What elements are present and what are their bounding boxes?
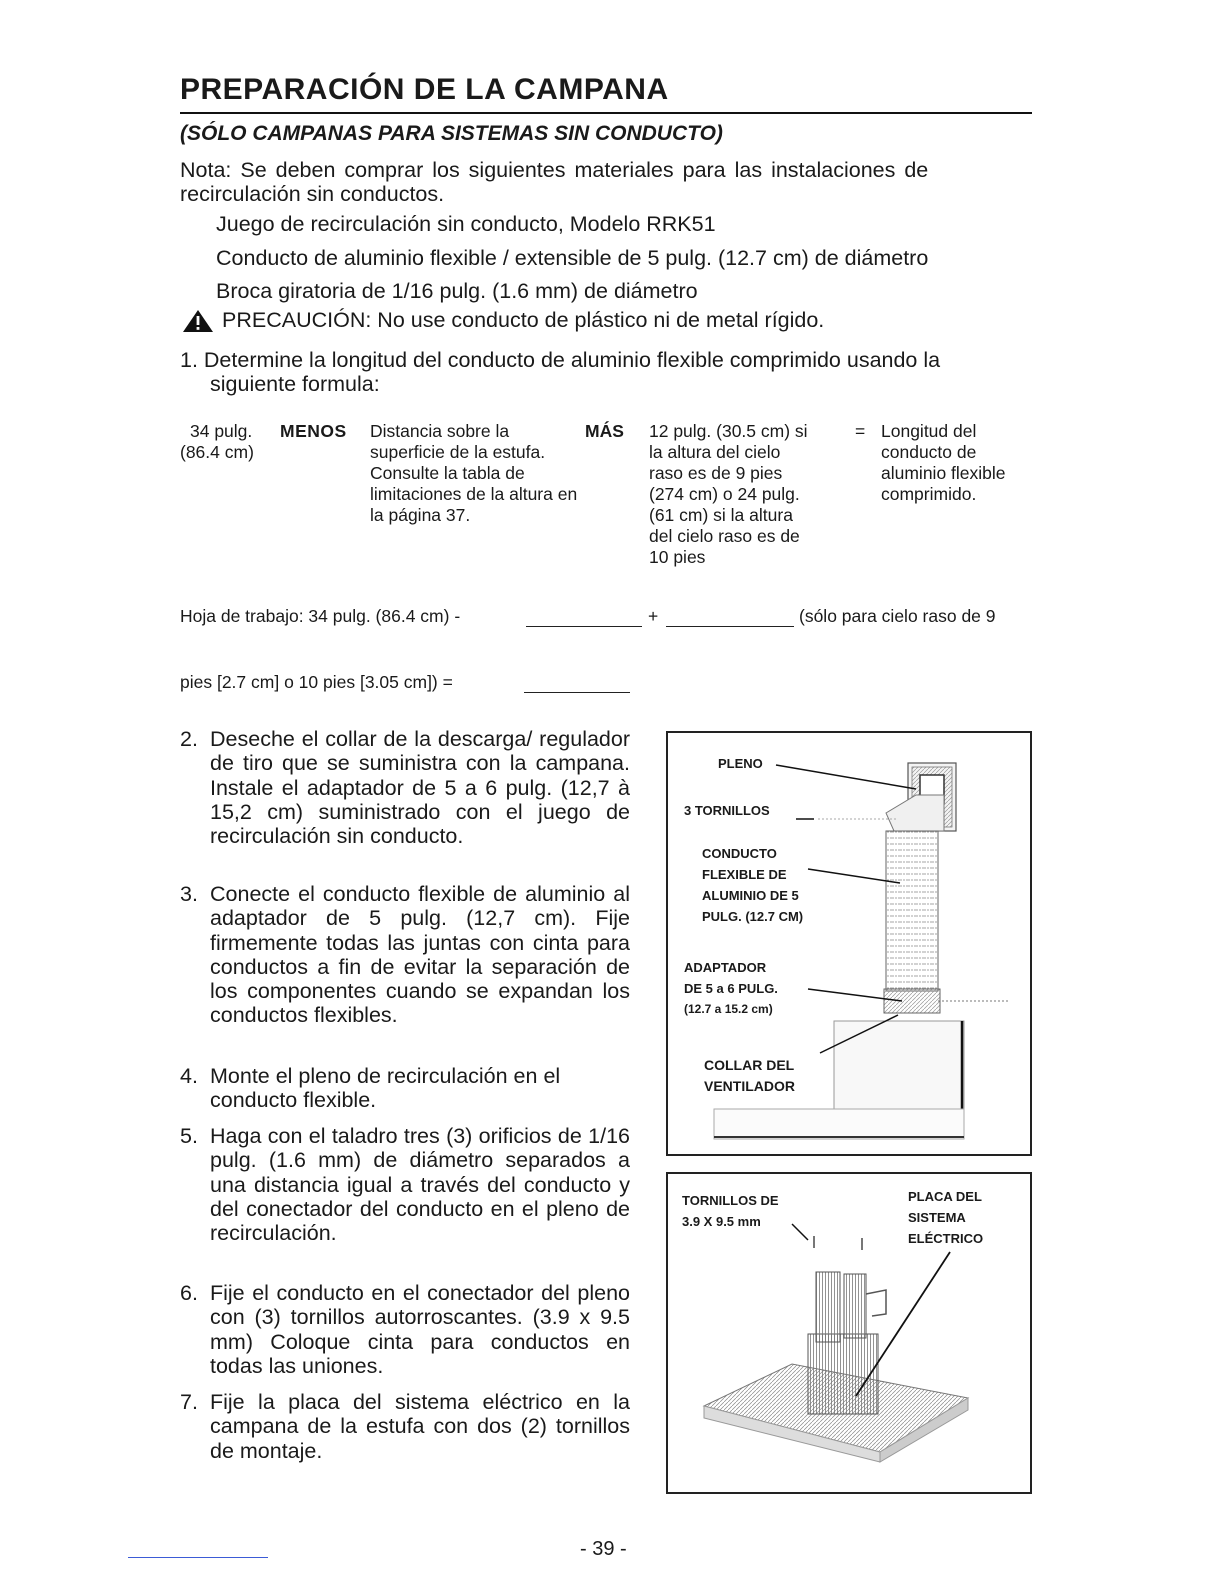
worksheet-plus: + [648, 606, 659, 626]
formula-base [180, 421, 254, 463]
formula-menos: MENOS [280, 421, 347, 441]
footer-divider [128, 1557, 268, 1558]
formula-line: la altura del cielo [649, 442, 781, 462]
step-1 [180, 348, 1032, 396]
formula-line: raso es de 9 pies [649, 463, 783, 483]
worksheet-prefix: Hoja de trabajo: 34 pulg. (86.4 cm) - [180, 606, 461, 626]
label-line: COLLAR DEL [704, 1057, 795, 1073]
formula-line: Distancia sobre la [370, 421, 510, 441]
step-number: 2. [180, 727, 198, 751]
label-line: 3.9 X 9.5 mm [682, 1214, 761, 1229]
worksheet-suffix: (sólo para cielo raso de 9 [799, 606, 996, 626]
formula-line: 12 pulg. (30.5 cm) si [649, 421, 808, 441]
title-rule [180, 112, 1032, 114]
label-line: DE 5 a 6 PULG. [684, 981, 778, 996]
label-line: PLACA DEL [908, 1189, 982, 1204]
formula-base-line: 34 pulg. [190, 421, 253, 441]
label-tornillos: 3 TORNILLOS [684, 803, 770, 818]
worksheet-line2: pies [2.7 cm] o 10 pies [3.05 cm]) = [180, 672, 453, 692]
step-1-line: 1. Determine la longitud del conducto de aluminio flexible comprimido usando la [180, 348, 941, 372]
step-number: 5. [180, 1124, 198, 1148]
formula-line: superficie de la estufa. [370, 442, 546, 462]
label-line: TORNILLOS DE [682, 1193, 779, 1208]
formula-line: del cielo raso es de [649, 526, 800, 546]
material-item: Conducto de aluminio flexible / extensible de 5 pulg. (12.7 cm) de diámetro [216, 246, 929, 270]
step-text: Fije la placa del sistema eléctrico en la campana de la estufa con dos (2) tornillos de montaje. [210, 1390, 630, 1463]
step-item [180, 1281, 630, 1378]
page-subtitle: (SÓLO CAMPANAS PARA SISTEMAS SIN CONDUCTO) [180, 122, 723, 145]
label-collar [704, 1055, 795, 1097]
note-line: recirculación sin conductos. [180, 182, 445, 206]
step-item [180, 727, 630, 848]
formula-line: conducto de [881, 442, 977, 462]
formula-line: (274 cm) o 24 pulg. [649, 484, 800, 504]
step-number: 7. [180, 1390, 198, 1414]
label-pleno: PLENO [718, 756, 763, 771]
step-number: 4. [180, 1064, 198, 1088]
warning-icon [182, 309, 218, 333]
step-item [180, 882, 630, 1028]
page-number: - 39 - [580, 1538, 627, 1560]
caution-note [182, 308, 824, 333]
label-line: ALUMINIO DE 5 [702, 888, 799, 903]
label-conducto [702, 843, 803, 927]
step-item [180, 1064, 630, 1113]
label-line: VENTILADOR [704, 1078, 795, 1094]
step-number: 3. [180, 882, 198, 906]
note-line: Nota: Se deben comprar los siguientes materiales para las instalaciones de [180, 158, 929, 182]
figure-electrical-plate [666, 1172, 1032, 1494]
worksheet-blank-total[interactable] [524, 676, 630, 693]
formula-line: limitaciones de la altura en [370, 484, 578, 504]
formula-line: la página 37. [370, 505, 471, 525]
step-text: Monte el pleno de recirculación en el conducto flexible. [210, 1064, 561, 1113]
step-text: Deseche el collar de la descarga/ regulador de tiro que se suministra con la campana. Instale el adaptador de 5 a 6 pulg. (12,7 à 15,2 cm) suministrado con el juego de recirculación sin conducto. [210, 727, 630, 849]
formula-line: aluminio flexible [881, 463, 1006, 483]
label-line: PULG. (12.7 CM) [702, 909, 804, 924]
label-line: (12.7 a 15.2 cm) [684, 1002, 773, 1016]
worksheet-blank-extra[interactable] [666, 610, 794, 627]
label-tornillos-de [682, 1190, 779, 1232]
formula-line: comprimido. [881, 484, 977, 504]
formula-extra [649, 421, 808, 568]
label-placa [908, 1186, 983, 1249]
figure-duct-assembly [666, 731, 1032, 1156]
label-line: SISTEMA [908, 1210, 966, 1225]
label-line: ELÉCTRICO [908, 1231, 984, 1246]
step-text: Fije el conducto en el conectador del pleno con (3) tornillos autorroscantes. (3.9 x 9.5 mm) Coloque cinta para conductos en todas las uniones. [210, 1281, 630, 1378]
formula-distance [370, 421, 577, 526]
step-text: Haga con el taladro tres (3) orificios de 1/16 pulg. (1.6 mm) de diámetro separados a una distancia igual a través del conducto y del conectador del conducto en el pleno de recirculación. [210, 1124, 630, 1246]
formula-base-line: (86.4 cm) [180, 442, 254, 462]
formula-line: Consulte la tabla de [370, 463, 525, 483]
formula-result [881, 421, 1006, 505]
step-text: Conecte el conducto flexible de aluminio al adaptador de 5 pulg. (12,7 cm). Fije firmemente todas las juntas con cinta para conductos a fin de evitar la separación de los componentes cuando se expandan los conductos flexibles. [210, 882, 630, 1028]
step-item [180, 1124, 630, 1245]
label-line: FLEXIBLE DE [702, 867, 787, 882]
material-item: Juego de recirculación sin conducto, Modelo RRK51 [216, 212, 716, 236]
page-title: PREPARACIÓN DE LA CAMPANA [180, 73, 669, 106]
formula-line: Longitud del [881, 421, 977, 441]
formula-mas: MÁS [585, 421, 624, 441]
label-line: ADAPTADOR [684, 960, 767, 975]
step-number: 6. [180, 1281, 198, 1305]
label-adaptador [684, 957, 778, 1020]
material-item: Broca giratoria de 1/16 pulg. (1.6 mm) de diámetro [216, 279, 698, 303]
caution-text: PRECAUCIÓN: No use conducto de plástico ni de metal rígido. [222, 308, 825, 332]
formula-line: 10 pies [649, 547, 706, 567]
note-paragraph [180, 158, 1032, 206]
worksheet-blank-distance[interactable] [526, 610, 642, 627]
step-item [180, 1390, 630, 1463]
step-1-line: siguiente formula: [210, 372, 380, 396]
formula-line: (61 cm) si la altura [649, 505, 793, 525]
formula-equals: = [855, 421, 866, 441]
label-line: CONDUCTO [702, 846, 777, 861]
